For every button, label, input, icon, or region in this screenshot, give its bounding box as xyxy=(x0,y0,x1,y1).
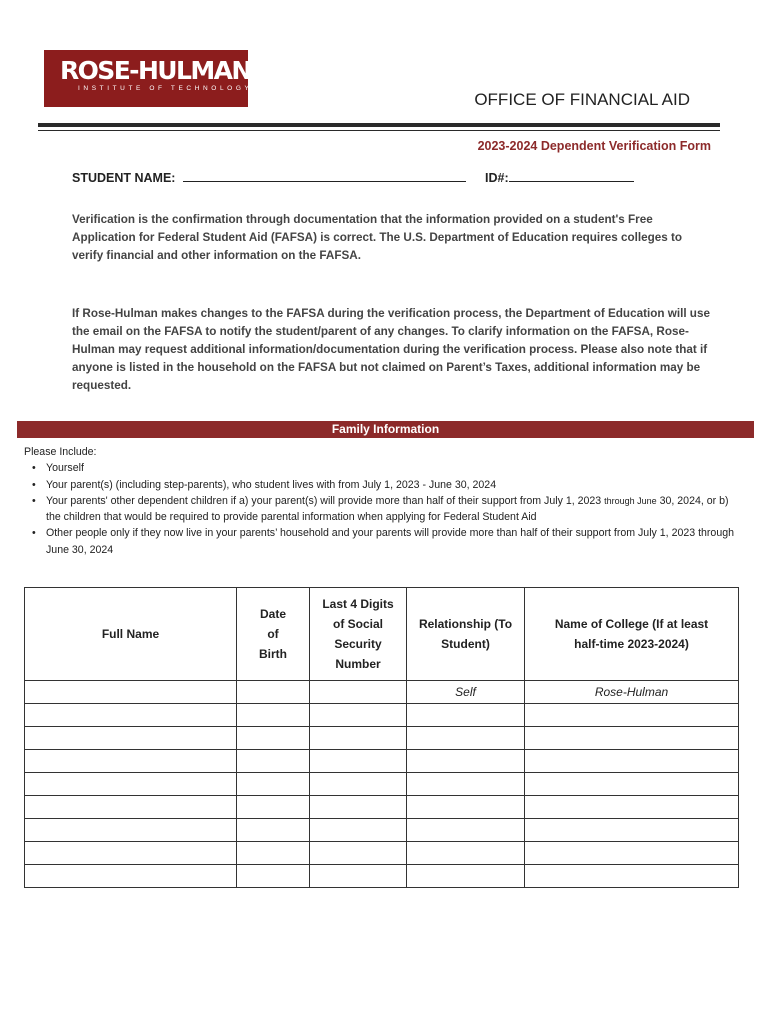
cell-full-name[interactable] xyxy=(25,796,237,819)
student-name-label: STUDENT NAME: xyxy=(72,171,176,185)
cell-college[interactable] xyxy=(525,842,739,865)
cell-ssn[interactable] xyxy=(310,865,407,888)
cell-ssn[interactable] xyxy=(310,704,407,727)
table-row xyxy=(25,773,739,796)
cell-dob[interactable] xyxy=(237,796,310,819)
cell-college[interactable] xyxy=(525,865,739,888)
changes-paragraph: If Rose-Hulman makes changes to the FAFSA during the verification process, the Department of Education will use the email on the FAFSA to notify the student/parent of any changes. To clarify information on the FAFSA, Rose-Hulman may request additional information/documentation during the verification process. Please also note that if anyone is listed in the household on the FAFSA but not claimed on Parent’s Taxes, additional information may be requested. xyxy=(72,307,710,392)
family-information-header: Family Information xyxy=(17,421,754,438)
list-item xyxy=(46,460,744,476)
list-item-text-continued: 30, 2024, or b) the children that would be required to provide parental information when applying for Federal Student Aid xyxy=(46,494,729,524)
cell-dob[interactable] xyxy=(237,750,310,773)
student-name-field[interactable] xyxy=(183,168,466,182)
cell-dob[interactable] xyxy=(237,865,310,888)
include-list xyxy=(24,460,744,558)
list-item xyxy=(46,525,744,558)
cell-ssn[interactable] xyxy=(310,750,407,773)
cell-ssn[interactable] xyxy=(310,796,407,819)
list-item-text: Yourself xyxy=(46,462,84,475)
cell-dob[interactable] xyxy=(237,819,310,842)
header-full-name: Full Name xyxy=(25,588,237,681)
cell-full-name[interactable] xyxy=(25,704,237,727)
cell-college[interactable]: Rose-Hulman xyxy=(525,681,739,704)
table-row xyxy=(25,704,739,727)
cell-college[interactable] xyxy=(525,796,739,819)
cell-full-name[interactable] xyxy=(25,819,237,842)
rose-hulman-logo xyxy=(44,50,253,107)
cell-relationship[interactable] xyxy=(407,750,525,773)
cell-college[interactable] xyxy=(525,750,739,773)
cell-dob[interactable] xyxy=(237,681,310,704)
list-item xyxy=(46,477,744,493)
cell-dob[interactable] xyxy=(237,727,310,750)
list-item-text: Other people only if they now live in your parents’ household and your parents will provide more than half of their support from July 1, 2023 through June 30, 2024 xyxy=(46,527,735,556)
cell-relationship[interactable] xyxy=(407,819,525,842)
header-date-of-birth: Date of Birth xyxy=(237,588,310,681)
cell-full-name[interactable] xyxy=(25,681,237,704)
table-row xyxy=(25,681,739,704)
cell-dob[interactable] xyxy=(237,773,310,796)
cell-full-name[interactable] xyxy=(25,727,237,750)
please-include-heading: Please Include: xyxy=(24,446,97,458)
header-relationship: Relationship (To Student) xyxy=(407,588,525,681)
cell-dob[interactable] xyxy=(237,842,310,865)
cell-college[interactable] xyxy=(525,727,739,750)
cell-relationship[interactable]: Self xyxy=(407,681,525,704)
cell-relationship[interactable] xyxy=(407,842,525,865)
cell-ssn[interactable] xyxy=(310,727,407,750)
list-item-text: Your parent(s) (including step-parents), who student lives with from July 1, 2023 - June 30, 2024 xyxy=(46,478,497,491)
office-title: OFFICE OF FINANCIAL AID xyxy=(474,90,690,109)
table-row xyxy=(25,750,739,773)
cell-ssn[interactable] xyxy=(310,842,407,865)
please-include-block xyxy=(24,444,744,558)
id-label: ID#: xyxy=(485,171,509,185)
family-table xyxy=(24,587,739,888)
logo-wordmark: ROSE-HULMAN xyxy=(60,56,251,85)
form-title: 2023-2024 Dependent Verification Form xyxy=(477,139,711,153)
cell-relationship[interactable] xyxy=(407,773,525,796)
header-rule-thin xyxy=(38,130,720,131)
header-ssn-last4: Last 4 Digits of Social Security Number xyxy=(310,588,407,681)
table-row xyxy=(25,842,739,865)
cell-ssn[interactable] xyxy=(310,681,407,704)
list-item-text-small: through June xyxy=(604,495,657,506)
id-row xyxy=(485,168,634,185)
table-row xyxy=(25,796,739,819)
cell-ssn[interactable] xyxy=(310,773,407,796)
cell-ssn[interactable] xyxy=(310,819,407,842)
header-college: Name of College (If at least half-time 2023-2024) xyxy=(525,588,739,681)
table-row xyxy=(25,865,739,888)
cell-relationship[interactable] xyxy=(407,704,525,727)
id-field[interactable] xyxy=(509,168,634,182)
table-header-row xyxy=(25,588,739,681)
verification-paragraph: Verification is the confirmation through documentation that the information provided on a student's Free Application for Federal Student Aid (FAFSA) is correct. The U.S. Department of Education requires colleges to verify financial and other information on the FAFSA. xyxy=(72,213,682,262)
list-item xyxy=(46,493,744,526)
header-rule-thick xyxy=(38,123,720,127)
cell-full-name[interactable] xyxy=(25,842,237,865)
cell-relationship[interactable] xyxy=(407,796,525,819)
list-item-text: Your parents' other dependent children if a) your parent(s) will provide more than half of their support from July 1, 2023 xyxy=(46,494,602,507)
cell-dob[interactable] xyxy=(237,704,310,727)
table-row xyxy=(25,727,739,750)
cell-college[interactable] xyxy=(525,704,739,727)
cell-college[interactable] xyxy=(525,819,739,842)
cell-college[interactable] xyxy=(525,773,739,796)
student-name-row xyxy=(72,168,466,185)
cell-full-name[interactable] xyxy=(25,865,237,888)
cell-relationship[interactable] xyxy=(407,865,525,888)
logo-tagline: INSTITUTE OF TECHNOLOGY xyxy=(78,85,253,92)
cell-full-name[interactable] xyxy=(25,750,237,773)
cell-relationship[interactable] xyxy=(407,727,525,750)
table-row xyxy=(25,819,739,842)
cell-full-name[interactable] xyxy=(25,773,237,796)
